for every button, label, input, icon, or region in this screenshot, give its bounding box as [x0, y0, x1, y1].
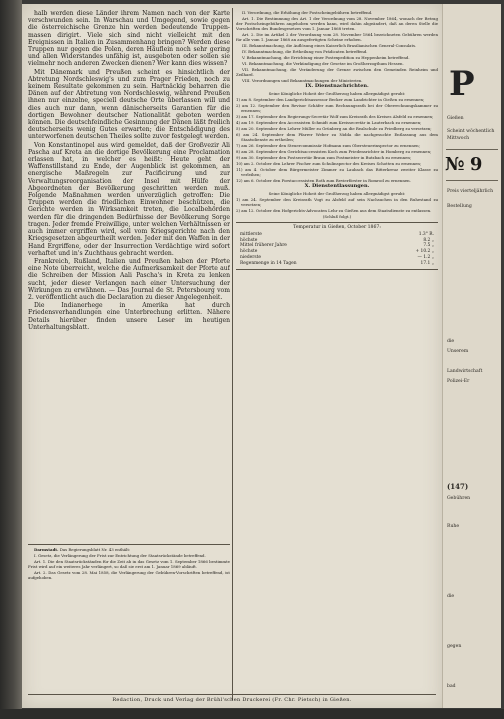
adjacent-text: (147) [447, 482, 469, 491]
notice-paragraph: I. Gesetz, die Verlängerung der Frist zur Entrichtung der Staatsrückstände betreffend. [34, 553, 206, 558]
temperature-table [236, 222, 438, 270]
ordinance-paragraph: VI. Bekanntmachung, die Verkündigung der Gesetze im Großherzogthum Hessen. [242, 61, 404, 66]
adjacent-text: Gießen [447, 116, 464, 121]
temperature-value: 7.5 „ [423, 243, 434, 249]
adjacent-text: Unserem [447, 349, 469, 354]
list-item: 8) am 28. September den Gerichtsaccessisten Koch zum Friedensrichter in Homberg zu ernennen; [236, 148, 432, 154]
temperature-row [240, 261, 434, 267]
article-paragraph: Von Konstantinopel aus wird gemeldet, daß der Großvezir Ali Pascha auf Kreta an die dortige Bevölkerung eine Proclamation erlassen hat, in welcher es heißt: Heute geht der Waffenstillstand zu Ende, der Augenblick ist gekommen, an energische Maßregeln zur Pacificirung und zur Verwaltungsreorganisation der Insel mit Hülfe der Abgeordneten der Bevölkerung geschritten werden muß. Folgende Maßnahmen werden unverzüglich getroffen: Die Truppen werden die friedlichen Einwohner beschützen, die Gerichte werden in Wirksamkeit treten, die Localbehörden werden für die dringenden Bedürfnisse der Bevölkerung Sorge tragen. Jeder fremde Freiwillige, unter welchen Verhältnissen er auch immer ergriffen wird, soll vom Kriegsgerichte nach den Kriegsgesetzen abgeurtheilt werden. Jeder mit den Waffen in der Hand Ergriffene, oder der Insurrection Verdächtige wird sofort verhaftet und in's Zuchthaus gebracht werden. [28, 141, 230, 257]
notice-paragraph: Art. 2. Das Gesetz vom 28. Mai 1858, die Verlängerung der Gebühren-Vorschriften betreffend, ist aufgehoben. [28, 570, 230, 580]
adjacent-text: Preis vierteljährlich [447, 189, 494, 194]
adjacent-text: die [447, 339, 455, 344]
closing-note: (Schluß folgt.) [322, 213, 352, 219]
list-item: 2) am 12. September den Revisor Schäfer zum Rechnungsrath bei der Oberrechnungskammer zu ernennen; [236, 102, 438, 113]
article-paragraph: Frankreich, Rußland, Italien und Preußen haben der Pforte eine Note überreicht, welche die Aufmerksamkeit der Pforte auf die Schreiben der Mission Aali Pascha's in Kreta zu lenken sucht, jeder dieser Verlangen nach einer Untersuchung der Wirkungen zu erwähnen. — Das Journal de St. Petersbourg vom 2. veröffentlicht auch die Declaration zu dieser Angelegenheit. [28, 257, 230, 301]
article-paragraph: Die Indianerhege in Amerika hat durch Friedensverhandlungen eine Unterbrechung erlitten. Nähere Details hierüber finden unsere Leser im heutigen Unterhaltungsblatt. [28, 302, 230, 331]
adjacent-text: die [447, 594, 455, 599]
list-item: 9) am 30. September den Postsecretär Braun zum Postmeister in Butzbach zu ernennen; [236, 154, 412, 160]
list-item: 12) am 6. October den Forstaccessisten Roth zum Revierförster in Romrod zu ernennen. [236, 177, 411, 183]
adjacent-text: Mittwoch [447, 136, 470, 141]
adjacent-text: Scheint wöchentlich [447, 129, 495, 134]
section-subheading: Seine Königliche Hoheit der Großherzog haben allergnädigst geruht: [268, 90, 406, 96]
list-item: 2) am 12. October den Hofgerichts-Advocaten Lehr zu Gießen aus dem Staatsdienste zu entlassen. [236, 207, 432, 213]
masthead-letter: P [449, 64, 475, 104]
temperature-label: höchste [240, 249, 258, 255]
temperature-value: — 1.2 „ [417, 255, 434, 261]
adjacent-text: gegen [447, 644, 462, 649]
notice-heading [28, 547, 230, 552]
adjacent-text: Landwirtschaft [447, 369, 483, 374]
adjacent-rule [446, 180, 498, 181]
list-item: 11) am 4. October dem Bürgermeister Zimmer zu Laubach das Ritterkreuz zweiter Klasse zu verleihen; [236, 166, 438, 177]
regierungsblatt-notice [28, 544, 230, 695]
temperature-label: niederste [240, 255, 261, 261]
ordinance-paragraph: VII. Bekanntmachung, die Veränderung der Grenze zwischen den Gemeinden Reinheim und Zeilhard. [236, 67, 438, 77]
adjacent-text: bad [447, 684, 456, 689]
imprint-footer: Redaction, Druck und Verlag der Brühl'schen Druckerei (Fr. Chr. Pietsch) in Gießen. [28, 694, 436, 703]
list-item: 7) am 26. September den Steuercommissär Hofmann zum Obersteuerinspector zu ernennen; [236, 142, 420, 148]
article-paragraph: halb werden diese Länder ihrem Namen nach von der Karte verschwunden sein. In Warschau und Umgegend, sowie gegen die österreichische Grenze hin werden bedeutende Truppen-massen dirigirt. Viele sich sind nicht vielleicht mit den Ereignissen in Italien in Zusammenhang bringen? Werden diese Truppen nur gegen die Polen, deren Häuflein noch sehr gering und allen Widerstandes unfähig ist, ausgeboten oder sollen sie vielmehr noch anderen Zwecken dienen? Wer kann dies wissen? [28, 10, 230, 68]
left-column [28, 10, 230, 540]
list-item: 3) am 17. September den Regierungs-Secretär Wolf zum Kreisrath des Kreises Alsfeld zu ernennen; [236, 113, 434, 119]
list-item: 6) am 24. September dem Pfarrer Weber zu Nidda die nachgesuchte Entlassung aus dem Staatsdienste zu ertheilen; [236, 131, 438, 142]
temperature-value: + 10.2 „ [415, 249, 434, 255]
adjacent-rule [446, 149, 498, 150]
column-divider [232, 8, 233, 700]
adjacent-text: Ruhe [447, 524, 460, 529]
adjacent-page-edge [442, 4, 501, 708]
notice-heading-rest: Das Regierungsblatt Nr. 43 enthält: [59, 547, 131, 552]
right-column [236, 10, 438, 700]
adjacent-text: Gebühren [447, 496, 471, 501]
notice-place: Darmstadt. [34, 547, 59, 552]
article-paragraph: Mit Dänemark und Preußen scheint es hinsichtlich der Abtretung Nordschleswig's und zum Prager Frieden, noch zu keinem Resultate gekommen zu sein. Hartnäckig beharren die Dänen auf der Abtretung von Nordschleswig, während Preußen ihnen nur einzelne, speciell deutsche Orte überlassen will und dies auch nur dann, wenn dänischerseits Garantien für die dortigen Bewohner deutscher Nationalität geboten werden können. Die deutschfeindliche Gesinnung der Dänen läßt freilich deutscherseits wenig Gutes erwarten; die Entschädigung des unterworfenen deutschen Theiles sollte zuvor festgelegt werden. [28, 68, 230, 141]
temperature-label: mittlerste [240, 231, 262, 237]
notice-paragraph: Art. 1. Die den Staatsrückständen für die Zeit ab in das Gesetz vom 1. September 1866 bestimmte Frist wird auf ein weiteres Jahr verlängert, so daß sie erst am 1. Januar 1869 abläuft. [28, 559, 230, 569]
list-item: 4) am 19. September den Accessisten Schmidt zum Kreissecretär in Lauterbach zu ernennen; [236, 119, 422, 125]
temperature-value: 17.1 „ [420, 260, 434, 266]
list-item: 1) am 24. September den Kreisrath Vogt zu Alsfeld auf sein Nachsuchen in den Ruhestand zu versetzen; [236, 196, 438, 207]
section-heading: X. Dienstentlassungen. [304, 182, 370, 189]
temperature-label: höchste [240, 237, 258, 243]
temperature-title: Temperatur in Gießen, October 1867: [293, 224, 381, 230]
ordinance-paragraph: IV. Bekanntmachung, die Ertheilung von Prädicaten betreffend. [242, 49, 368, 54]
ordinance-paragraph: II. Verordnung, die Erhöhung der Postscheingebühren betreffend. [242, 10, 373, 15]
temperature-label: Mittel früherer Jahre [240, 243, 287, 249]
section-subheading: Seine Königliche Hoheit der Großherzog haben allergnädigst geruht: [268, 190, 406, 196]
section-heading: IX. Dienstnachrichten. [305, 83, 369, 89]
ordinance-paragraph: III. Bekanntmachung, die Auflösung eines Kaiserlich Brasilianischen General-Consulats. [242, 43, 417, 48]
scan-edge-bottom [0, 709, 504, 719]
list-item: 5) am 20. September den Lehrer Müller zu Grünberg an die Realschule zu Friedberg zu versetzen; [236, 125, 432, 131]
list-item: 10) am 2. October den Lehrer Fischer zum Schulinspector des Kreises Schotten zu ernennen; [236, 160, 422, 166]
ordinance-paragraph: V. Bekanntmachung, die Errichtung einer Postexpedition zu Heppenheim betreffend. [242, 55, 410, 60]
ordinance-paragraph: Art. 2. Die im Artikel 2 der Verordnung vom 28. November 1864 bezeichneten Gebühren werden für alle vom 1. Januar 1868 an ausgefertigten Scheine erhoben. [236, 32, 438, 42]
ordinance-paragraph: Art. 1. Die Bestimmung des Art. 1 der Verordnung vom 28. November 1864, wonach der Betrag der Postscheingebühren angehoben werden kann, wird dahin abgeändert, daß an deren Stelle die Vorschriften des Bundesgesetzes vom 1. Januar 1868 treten. [236, 16, 438, 31]
temperature-value: 8.2 „ [423, 237, 434, 243]
adjacent-text: Polizei-Er [447, 379, 470, 384]
temperature-label: Regenmenge in 14 Tagen [240, 260, 297, 266]
ordinance-paragraph: VIII. Verordnungen und Bekanntmachungen der Ministerien. [242, 78, 363, 83]
list-item: 1) am 8. September den Landgerichtsassessor Becker zum Landrichter in Gießen zu ernennen; [236, 96, 425, 102]
scan-edge-left [0, 0, 22, 719]
newspaper-page [22, 4, 442, 708]
issue-number: № 9 [445, 154, 482, 175]
temperature-value: 1.3° R. [418, 231, 434, 237]
adjacent-text: Bestellung [447, 204, 472, 209]
